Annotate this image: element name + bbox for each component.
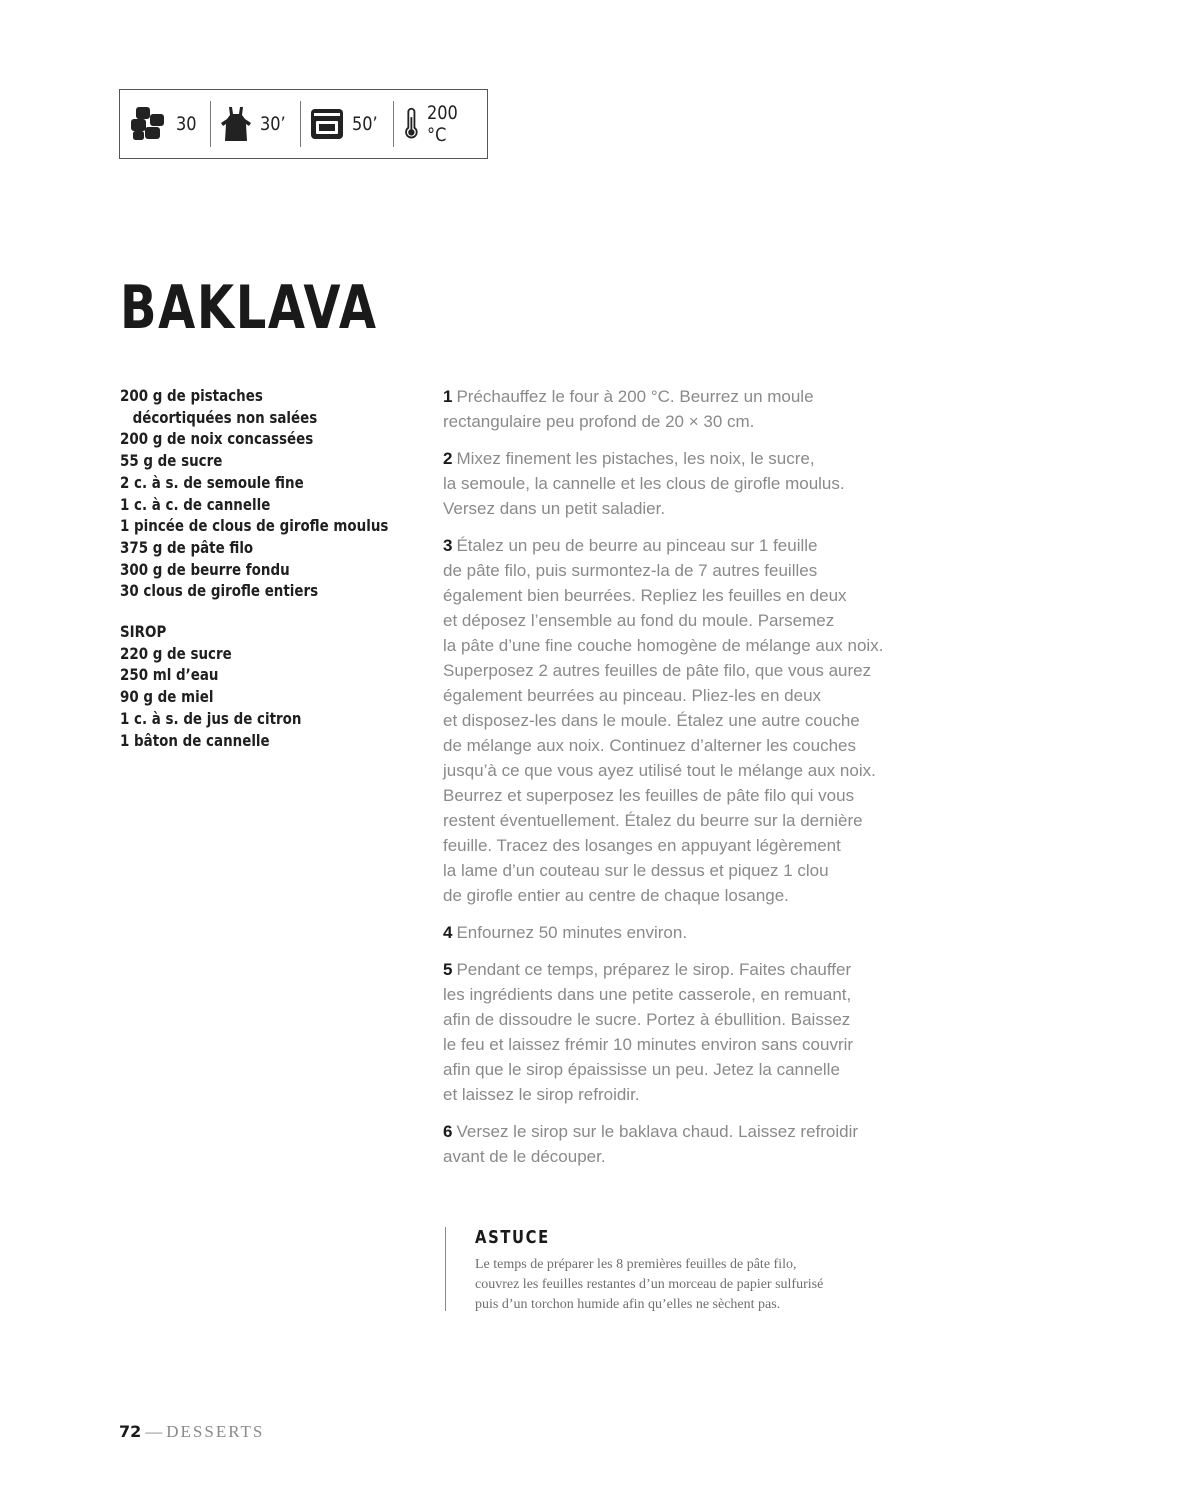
- step-text: Pendant ce temps, préparez le sirop. Faites chauffer: [456, 960, 852, 979]
- ingredient-line: 2 c. à s. de semoule fine: [120, 472, 304, 492]
- step-line: [443, 583, 913, 608]
- servings-value: 30: [176, 113, 197, 135]
- step-number: 6: [443, 1122, 453, 1141]
- step-line: [443, 920, 913, 945]
- step-1: [443, 384, 913, 434]
- apron-icon: [220, 106, 252, 142]
- step-line: [443, 446, 913, 471]
- ingredient-line: 220 g de sucre: [120, 643, 232, 663]
- step-text: la lame d’un couteau sur le dessus et piquez 1 clou: [443, 861, 829, 880]
- step-number: 5: [443, 960, 453, 979]
- ingredient-line: 90 g de miel: [120, 687, 214, 707]
- step-line: [443, 496, 913, 521]
- page-footer: [119, 1420, 264, 1444]
- step-text: afin que le sirop épaississe un peu. Jetez la cannelle: [443, 1060, 840, 1079]
- step-text: Préchauffez le four à 200 °C. Beurrez un moule: [456, 387, 814, 406]
- ingredient-line: 300 g de beurre fondu: [120, 559, 290, 579]
- temperature-value: 200 °C: [427, 102, 459, 146]
- thermometer-icon: [403, 104, 420, 144]
- step-text: et déposez l’ensemble au fond du moule. Parsemez: [443, 611, 835, 630]
- step-text: Superposez 2 autres feuilles de pâte filo, que vous aurez: [443, 661, 872, 680]
- step-text: rectangulaire peu profond de 20 × 30 cm.: [443, 412, 755, 431]
- step-text: la pâte d’une fine couche homogène de mélange aux noix.: [443, 636, 884, 655]
- ingredient-line: 55 g de sucre: [120, 451, 223, 471]
- step-line: [443, 858, 913, 883]
- step-text: le feu et laissez frémir 10 minutes environ sans couvrir: [443, 1035, 854, 1054]
- step-line: [443, 533, 913, 558]
- step-text: les ingrédients dans une petite casserole, en remuant,: [443, 985, 852, 1004]
- step-number: 3: [443, 536, 453, 555]
- ingredient-line: 375 g de pâte filo: [120, 537, 254, 557]
- step-line: [443, 1057, 913, 1082]
- step-text: Versez dans un petit saladier.: [443, 499, 666, 518]
- tip-box: [445, 1227, 915, 1311]
- step-text: Enfournez 50 minutes environ.: [456, 923, 688, 942]
- step-line: [443, 957, 913, 982]
- step-4: [443, 920, 913, 945]
- step-line: [443, 883, 913, 908]
- step-line: [443, 558, 913, 583]
- footer-separator: —: [145, 1422, 163, 1441]
- step-3: [443, 533, 913, 908]
- step-line: [443, 633, 913, 658]
- step-line: [443, 733, 913, 758]
- step-text: avant de le découper.: [443, 1147, 606, 1166]
- ingredient-line: 1 c. à c. de cannelle: [120, 494, 271, 514]
- section-name: DESSERTS: [166, 1422, 265, 1441]
- tip-line: puis d’un torchon humide afin qu’elles ne sèchent pas.: [475, 1297, 781, 1312]
- step-text: Beurrez et superposez les feuilles de pâte filo qui vous: [443, 786, 855, 805]
- ingredient-line: 1 c. à s. de jus de citron: [120, 708, 302, 728]
- ingredient-line: décortiquées non salées: [132, 407, 318, 427]
- step-text: également beurrées au pinceau. Pliez-les en deux: [443, 686, 822, 705]
- meta-cook-time: [300, 90, 392, 158]
- ingredient-line: 200 g de noix concassées: [120, 429, 314, 449]
- step-line: [443, 1032, 913, 1057]
- ingredient-line: 30 clous de girofle entiers: [120, 581, 319, 601]
- step-line: [443, 683, 913, 708]
- step-line: [443, 833, 913, 858]
- step-text: afin de dissoudre le sucre. Portez à ébullition. Baissez: [443, 1010, 851, 1029]
- step-text: jusqu’à ce que vous ayez utilisé tout le mélange aux noix.: [443, 761, 876, 780]
- meta-prep-time: [210, 90, 300, 158]
- step-text: Mixez finement les pistaches, les noix, le sucre,: [456, 449, 815, 468]
- step-line: [443, 608, 913, 633]
- ingredient-line: 250 ml d’eau: [120, 665, 219, 685]
- step-number: 2: [443, 449, 453, 468]
- recipe-meta-box: [119, 89, 488, 159]
- step-number: 4: [443, 923, 453, 942]
- step-2: [443, 446, 913, 521]
- step-text: de mélange aux noix. Continuez d’alterner les couches: [443, 736, 856, 755]
- ingredient-line: 200 g de pistaches: [120, 386, 263, 405]
- step-text: la semoule, la cannelle et les clous de girofle moulus.: [443, 474, 845, 493]
- tip-line: Le temps de préparer les 8 premières feuilles de pâte filo,: [475, 1257, 797, 1272]
- tip-text: [475, 1255, 915, 1315]
- step-line: [443, 471, 913, 496]
- prep-time-value: 30’: [260, 113, 286, 135]
- step-line: [443, 1119, 913, 1144]
- step-line: [443, 982, 913, 1007]
- ingredient-line: 1 bâton de cannelle: [120, 730, 270, 750]
- ingredients-list: [120, 385, 420, 751]
- page-number: 72: [119, 1422, 142, 1441]
- step-6: [443, 1119, 913, 1169]
- recipe-title: BAKLAVA: [120, 273, 378, 343]
- step-line: [443, 808, 913, 833]
- step-number: 1: [443, 387, 453, 406]
- cook-time-value: 50’: [352, 113, 379, 135]
- step-5: [443, 957, 913, 1107]
- oven-icon: [310, 108, 344, 140]
- step-text: Étalez un peu de beurre au pinceau sur 1 feuille: [456, 536, 818, 555]
- meta-temperature: [393, 90, 487, 158]
- step-line: [443, 783, 913, 808]
- step-line: [443, 1007, 913, 1032]
- syrup-heading: SIROP: [120, 622, 167, 642]
- step-text: et laissez le sirop refroidir.: [443, 1085, 640, 1104]
- step-line: [443, 409, 913, 434]
- step-text: également bien beurrées. Repliez les feuilles en deux: [443, 586, 847, 605]
- step-text: restent éventuellement. Étalez du beurre sur la dernière: [443, 811, 863, 830]
- step-text: Versez le sirop sur le baklava chaud. Laissez refroidir: [456, 1122, 859, 1141]
- step-text: de girofle entier au centre de chaque losange.: [443, 886, 789, 905]
- pieces-icon: [130, 105, 168, 143]
- step-text: de pâte filo, puis surmontez-la de 7 autres feuilles: [443, 561, 818, 580]
- ingredient-line: 1 pincée de clous de girofle moulus: [120, 516, 389, 536]
- meta-servings: [120, 90, 210, 158]
- tip-title: ASTUCE: [475, 1227, 550, 1248]
- step-line: [443, 384, 913, 409]
- step-line: [443, 658, 913, 683]
- step-text: feuille. Tracez des losanges en appuyant légèrement: [443, 836, 841, 855]
- step-line: [443, 758, 913, 783]
- step-text: et disposez-les dans le moule. Étalez une autre couche: [443, 711, 860, 730]
- step-line: [443, 1144, 913, 1169]
- tip-line: couvrez les feuilles restantes d’un morceau de papier sulfurisé: [475, 1277, 824, 1292]
- step-line: [443, 708, 913, 733]
- step-line: [443, 1082, 913, 1107]
- instructions: [443, 384, 913, 1181]
